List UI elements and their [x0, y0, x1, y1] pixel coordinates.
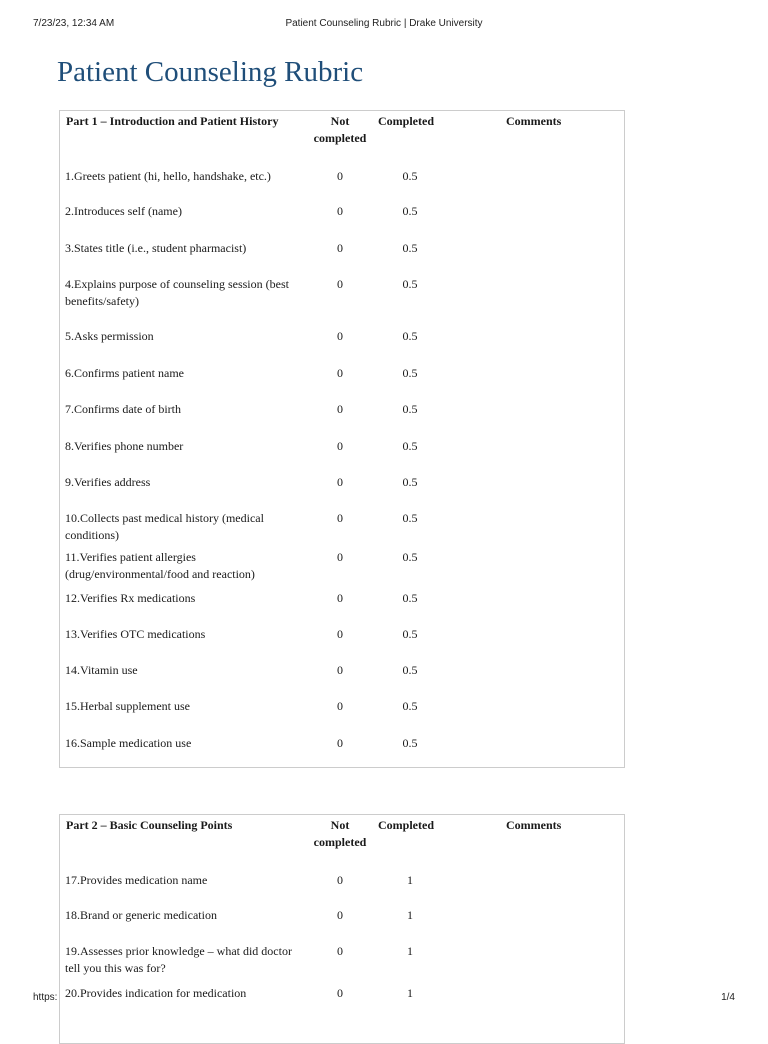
not-completed-score: 0 [337, 986, 343, 1000]
completed-score: 0.5 [402, 475, 418, 489]
completed-score: 0.5 [402, 241, 418, 255]
print-datetime: 7/23/23, 12:34 AM [33, 18, 115, 29]
not-completed-score: 0 [337, 366, 343, 380]
print-page-number: 1/4 [721, 992, 735, 1003]
completed-score: 1 [407, 944, 413, 958]
rubric-item: 19.Assesses prior knowledge – what did doctor tell you this was for? [65, 944, 292, 975]
completed-score: 0.5 [402, 277, 418, 291]
completed-score: 0.5 [402, 329, 418, 343]
rubric-item: 15.Herbal supplement use [65, 699, 190, 713]
not-completed-score: 0 [337, 699, 343, 713]
not-completed-score: 0 [337, 908, 343, 922]
rubric-item: 12.Verifies Rx medications [65, 591, 196, 605]
comments-header: Comments [506, 818, 562, 832]
not-completed-score: 0 [337, 329, 343, 343]
completed-score: 0.5 [402, 511, 418, 525]
not-completed-score: 0 [337, 663, 343, 677]
not-completed-score: 0 [337, 475, 343, 489]
completed-score: 0.5 [402, 550, 418, 564]
rubric-item: 3.States title (i.e., student pharmacist) [65, 241, 247, 255]
rubric-item: 16.Sample medication use [65, 736, 192, 750]
completed-score: 1 [407, 986, 413, 1000]
completed-score: 0.5 [402, 366, 418, 380]
comments-header: Comments [506, 114, 562, 128]
not-completed-header: Not completed [313, 114, 367, 145]
not-completed-score: 0 [337, 627, 343, 641]
not-completed-score: 0 [337, 277, 343, 291]
section-header: Part 2 – Basic Counseling Points [66, 818, 233, 832]
completed-score: 0.5 [402, 627, 418, 641]
print-url: https: [33, 992, 58, 1003]
not-completed-score: 0 [337, 944, 343, 958]
completed-score: 1 [407, 873, 413, 887]
rubric-item: 9.Verifies address [65, 475, 151, 489]
not-completed-score: 0 [337, 402, 343, 416]
rubric-item: 11.Verifies patient allergies (drug/environmental/food and reaction) [65, 550, 255, 581]
completed-score: 1 [407, 908, 413, 922]
completed-score: 0.5 [402, 591, 418, 605]
part2-table [59, 814, 625, 1044]
completed-header: Completed [378, 114, 434, 128]
rubric-item: 10.Collects past medical history (medical conditions) [65, 511, 264, 542]
not-completed-score: 0 [337, 204, 343, 218]
completed-score: 0.5 [402, 204, 418, 218]
rubric-item: 5.Asks permission [65, 329, 154, 343]
not-completed-header: Not completed [313, 818, 367, 849]
rubric-item: 20.Provides indication for medication [65, 986, 247, 1000]
rubric-item: 4.Explains purpose of counseling session (best benefits/safety) [65, 277, 289, 308]
section-header: Part 1 – Introduction and Patient History [66, 114, 279, 128]
browser-print-header [33, 18, 735, 32]
rubric-item: 1.Greets patient (hi, hello, handshake, etc.) [65, 169, 271, 183]
not-completed-score: 0 [337, 550, 343, 564]
completed-score: 0.5 [402, 699, 418, 713]
rubric-item: 13.Verifies OTC medications [65, 627, 206, 641]
not-completed-score: 0 [337, 736, 343, 750]
not-completed-score: 0 [337, 169, 343, 183]
rubric-item: 18.Brand or generic medication [65, 908, 217, 922]
not-completed-score: 0 [337, 873, 343, 887]
rubric-item: 2.Introduces self (name) [65, 204, 182, 218]
completed-score: 0.5 [402, 169, 418, 183]
print-page-title: Patient Counseling Rubric | Drake University [285, 18, 483, 29]
rubric-item: 14.Vitamin use [65, 663, 138, 677]
part1-table [59, 110, 625, 768]
rubric-item: 6.Confirms patient name [65, 366, 184, 380]
rubric-item: 8.Verifies phone number [65, 439, 184, 453]
not-completed-score: 0 [337, 591, 343, 605]
completed-score: 0.5 [402, 736, 418, 750]
completed-header: Completed [378, 818, 434, 832]
not-completed-score: 0 [337, 241, 343, 255]
not-completed-score: 0 [337, 511, 343, 525]
browser-print-footer [33, 992, 735, 1006]
completed-score: 0.5 [402, 402, 418, 416]
completed-score: 0.5 [402, 663, 418, 677]
not-completed-score: 0 [337, 439, 343, 453]
completed-score: 0.5 [402, 439, 418, 453]
page-title: Patient Counseling Rubric [57, 56, 364, 88]
rubric-item: 17.Provides medication name [65, 873, 208, 887]
rubric-item: 7.Confirms date of birth [65, 402, 181, 416]
